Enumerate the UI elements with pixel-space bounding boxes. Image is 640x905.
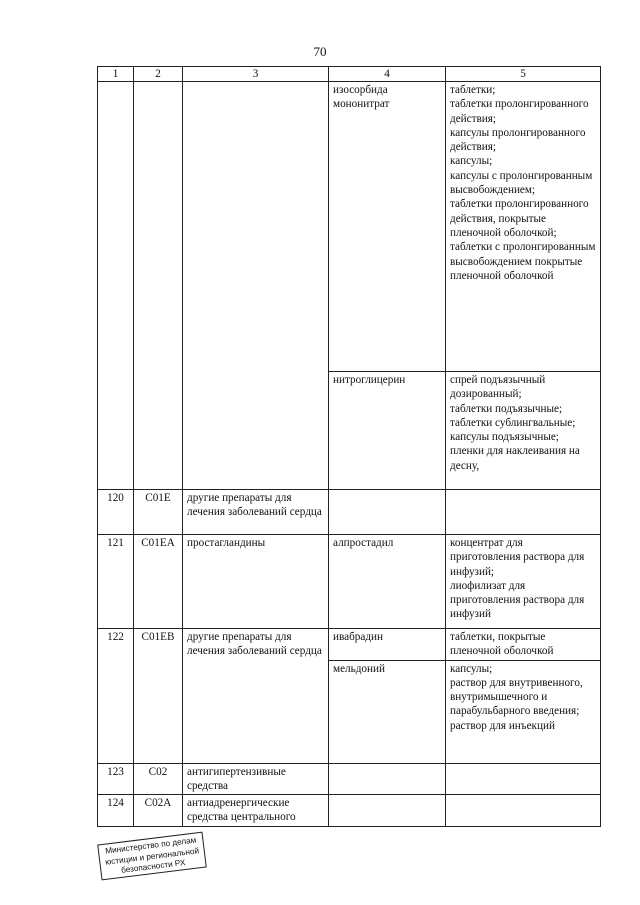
table-row <box>98 763 601 795</box>
dosage-forms <box>446 490 601 535</box>
drug-name <box>329 795 446 827</box>
dosage-forms <box>446 763 601 795</box>
group-name: антиадренергические средства центрального <box>183 795 329 827</box>
table-row <box>98 535 601 629</box>
table-row <box>98 82 601 372</box>
page-number: 70 <box>313 44 327 59</box>
row-number: 123 <box>98 763 134 795</box>
table-row <box>98 795 601 827</box>
dosage-forms: таблетки, покрытые пленочной оболочкой <box>446 629 601 661</box>
drug-name: изосорбида мононитрат <box>329 82 446 372</box>
row-number: 122 <box>98 629 134 764</box>
dosage-forms <box>446 795 601 827</box>
table-row <box>98 629 601 661</box>
atc-code: C02A <box>134 795 183 827</box>
drug-name: нитроглицерин <box>329 372 446 490</box>
dosage-forms: капсулы; раствор для внутривенного, внутримышечного и парабульбарного введения; раствор для инъекций <box>446 660 601 763</box>
atc-code: C01E <box>134 490 183 535</box>
drug-name <box>329 490 446 535</box>
group-name: другие препараты для лечения заболеваний сердца <box>183 629 329 764</box>
drug-name <box>329 763 446 795</box>
table-row <box>98 490 601 535</box>
column-header: 5 <box>446 67 601 82</box>
atc-code: C02 <box>134 763 183 795</box>
column-header: 3 <box>183 67 329 82</box>
dosage-forms: концентрат для приготовления раствора для инфузий; лиофилизат для приготовления раствора для инфузий <box>446 535 601 629</box>
row-number <box>98 82 134 490</box>
medicines-table <box>97 66 601 827</box>
drug-name: алпростадил <box>329 535 446 629</box>
header-row <box>98 67 601 82</box>
column-header: 4 <box>329 67 446 82</box>
row-number: 120 <box>98 490 134 535</box>
atc-code: C01EA <box>134 535 183 629</box>
group-name <box>183 82 329 490</box>
row-number: 121 <box>98 535 134 629</box>
atc-code: C01EB <box>134 629 183 764</box>
drug-name: мельдоний <box>329 660 446 763</box>
group-name: другие препараты для лечения заболеваний сердца <box>183 490 329 535</box>
drug-name: ивабрадин <box>329 629 446 661</box>
ministry-stamp: Министерство по делам юстиции и региональной безопасности РХ <box>97 832 207 881</box>
column-header: 2 <box>134 67 183 82</box>
group-name: простагландины <box>183 535 329 629</box>
column-header: 1 <box>98 67 134 82</box>
dosage-forms: спрей подъязычный дозированный; таблетки подъязычные; таблетки сублингвальные; капсулы подъязычные; пленки для наклеивания на десну, <box>446 372 601 490</box>
dosage-forms: таблетки; таблетки пролонгированного действия; капсулы пролонгированного действия; капсулы; капсулы с пролонгированным высвобождением; таблетки пролонгированного действия, покрытые пленочной оболочкой; таблетки с пролонгированным высвобождением покрытые пленочной оболочкой <box>446 82 601 372</box>
row-number: 124 <box>98 795 134 827</box>
atc-code <box>134 82 183 490</box>
group-name: антигипертензивные средства <box>183 763 329 795</box>
